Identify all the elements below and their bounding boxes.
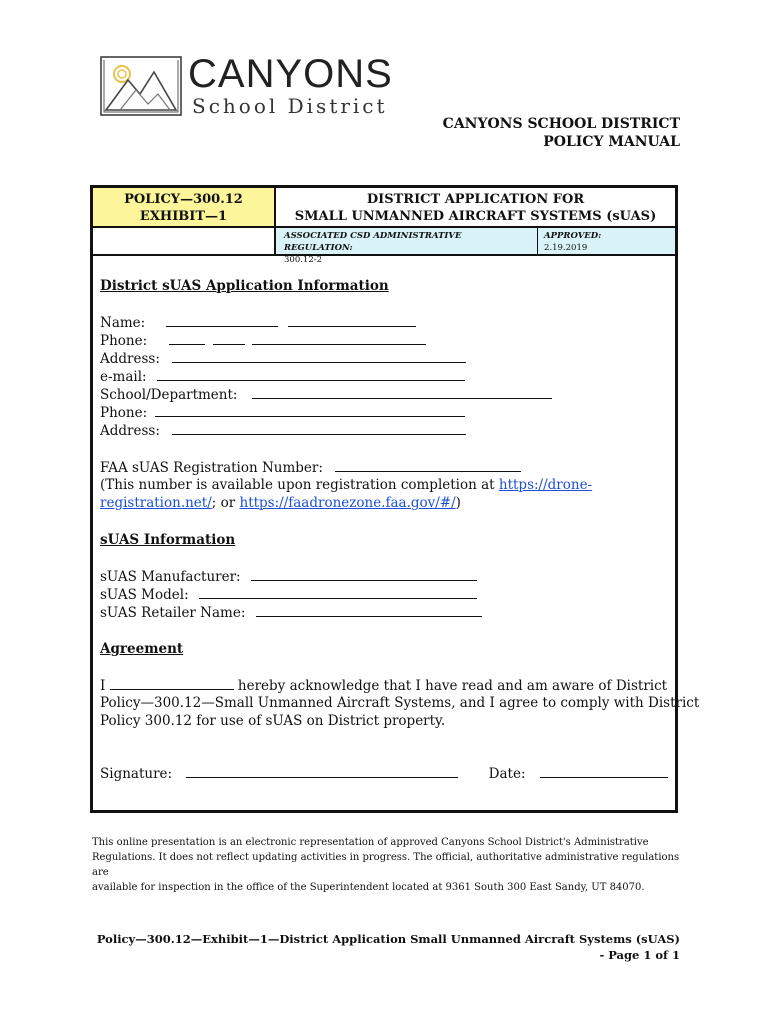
address2-row [100, 422, 466, 439]
school-field[interactable] [252, 386, 552, 399]
form-title-box [276, 188, 675, 228]
last-name-field[interactable] [288, 314, 416, 327]
policy-id-box [93, 188, 276, 228]
phone-area-field[interactable] [169, 332, 205, 345]
regulation-value: 300.12-2 [284, 255, 323, 265]
model-field[interactable] [199, 586, 477, 599]
manufacturer-row [100, 568, 477, 585]
faa-note-text: (This number is available upon registration completion at [100, 477, 499, 493]
policy-number: POLICY—300.12 [124, 192, 243, 207]
model-label: sUAS Model: [100, 587, 189, 603]
retailer-row [100, 604, 482, 621]
faa-label: FAA sUAS Registration Number: [100, 460, 323, 476]
address2-field[interactable] [172, 422, 466, 435]
agreement-text1: hereby acknowledge that I have read and am aware of District [233, 678, 668, 694]
faa-note-or: ; or [211, 495, 240, 511]
phone2-row [100, 404, 465, 421]
logo-subtitle: School District [192, 94, 388, 118]
agreement-i: I [100, 678, 110, 694]
date-label: Date: [488, 766, 526, 782]
school-row [100, 386, 552, 403]
footer-page: - Page 1 of 1 [599, 948, 680, 962]
faa-row [100, 459, 521, 476]
address-field[interactable] [172, 350, 466, 363]
signature-label: Signature: [100, 766, 173, 782]
agreement-line3: Policy 300.12 for use of sUAS on District property. [100, 713, 446, 729]
disclaimer-line1: This online presentation is an electronic representation of approved Canyons School District's Administrative [92, 837, 649, 848]
phone-label: Phone: [100, 333, 148, 349]
email-label: e-mail: [100, 369, 147, 385]
address-row [100, 350, 466, 367]
phone-row [100, 332, 426, 349]
signature-row [100, 765, 668, 782]
canyons-logo-mark [100, 54, 186, 118]
exhibit-number: EXHIBIT—1 [139, 209, 228, 224]
faa-note-line2 [100, 495, 461, 511]
retailer-field[interactable] [256, 604, 482, 617]
form-title-line2: SMALL UNMANNED AIRCRAFT SYSTEMS (sUAS) [294, 209, 657, 224]
address2-label: Address: [100, 423, 160, 439]
disclaimer-line3: available for inspection in the office of the Superintendent located at 9361 South 300 East Sandy, UT 84070. [92, 882, 645, 893]
faa-note-close: ) [455, 495, 461, 511]
form-title-line1: DISTRICT APPLICATION FOR [366, 192, 585, 207]
retailer-label: sUAS Retailer Name: [100, 605, 246, 621]
manufacturer-label: sUAS Manufacturer: [100, 569, 241, 585]
disclaimer [92, 835, 682, 895]
approved-value: 2.19.2019 [544, 243, 588, 253]
blank-cell [93, 228, 276, 256]
email-row [100, 368, 465, 385]
regulation-cell [276, 228, 538, 265]
section-heading-suas: sUAS Information [100, 532, 236, 548]
regulation-label: ASSOCIATED CSD ADMINISTRATIVE REGULATION: [284, 231, 462, 253]
section-heading-agreement: Agreement [100, 641, 184, 657]
faa-note-line1 [100, 477, 592, 493]
first-name-field[interactable] [166, 314, 278, 327]
manual-header: POLICY MANUAL [543, 134, 680, 150]
email-field[interactable] [157, 368, 465, 381]
manufacturer-field[interactable] [251, 568, 477, 581]
model-row [100, 586, 477, 603]
name-row [100, 314, 416, 331]
phone2-label: Phone: [100, 405, 148, 421]
signature-field[interactable] [186, 765, 458, 778]
logo-wordmark: CANYONS [188, 52, 393, 96]
approved-cell [538, 228, 675, 256]
agreement-line1 [100, 677, 667, 694]
school-label: School/Department: [100, 387, 238, 403]
date-field[interactable] [540, 765, 668, 778]
address-label: Address: [100, 351, 160, 367]
approved-label: APPROVED: [544, 231, 602, 241]
section-heading-application: District sUAS Application Information [100, 278, 389, 294]
agreement-name-field[interactable] [110, 677, 234, 690]
district-header: CANYONS SCHOOL DISTRICT [442, 116, 680, 132]
phone2-field[interactable] [155, 404, 465, 417]
disclaimer-line2: Regulations. It does not reflect updating activities in progress. The official, authoritative administrative regulations are [92, 852, 680, 878]
name-label: Name: [100, 315, 146, 331]
faadronezone-link[interactable]: https://faadronezone.faa.gov/#/ [239, 495, 456, 511]
phone-number-field[interactable] [252, 332, 426, 345]
faa-number-field[interactable] [335, 459, 521, 472]
drone-registration-link[interactable]: https://drone- [498, 477, 593, 493]
agreement-line2: Policy—300.12—Small Unmanned Aircraft Systems, and I agree to comply with District [100, 695, 700, 711]
footer-title: Policy—300.12—Exhibit—1—District Application Small Unmanned Aircraft Systems (sUAS) [96, 932, 680, 946]
phone-prefix-field[interactable] [213, 332, 245, 345]
drone-registration-link-cont[interactable]: registration.net/ [100, 495, 212, 511]
